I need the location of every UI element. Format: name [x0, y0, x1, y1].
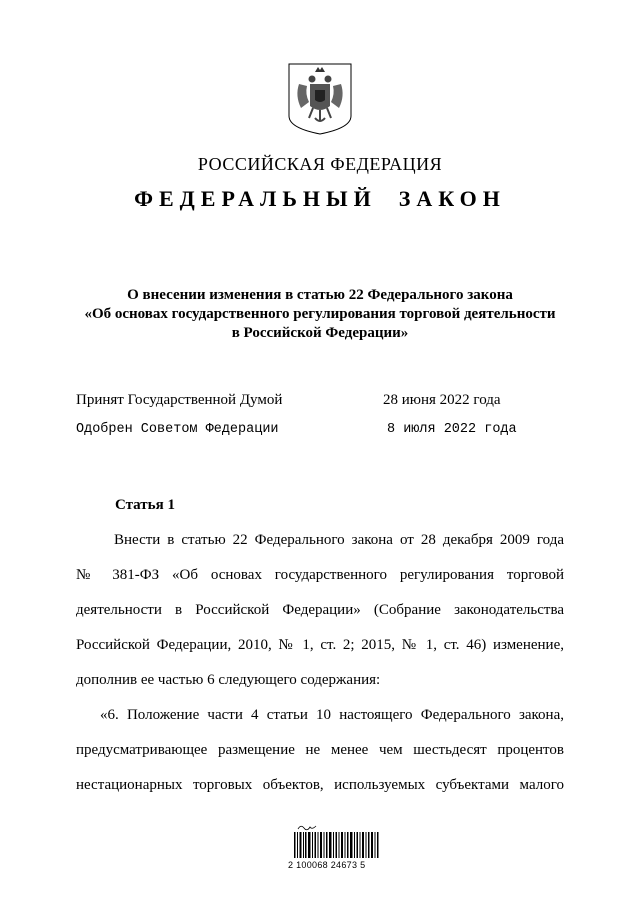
paragraph-line: деятельности в Российской Федерации» (Собрание законодательства	[76, 602, 564, 618]
paragraph-line: нестационарных торговых объектов, используемых субъектами малого	[76, 777, 564, 793]
paragraph-line: предусматривающее размещение не менее чем шестьдесят процентов	[76, 742, 564, 758]
law-title-line-2: «Об основах государственного регулирования торговой деятельности	[84, 306, 556, 322]
paragraph-line: дополнив ее частью 6 следующего содержания:	[76, 672, 381, 688]
law-title-line-3: в Российской Федерации»	[231, 325, 409, 341]
law-type-word-2: ЗАКОН	[398, 186, 506, 211]
barcode-image	[292, 822, 380, 862]
paragraph-line: Российской Федерации, 2010, № 1, ст. 2; 2015, № 1, ст. 46) изменение,	[76, 637, 564, 653]
paragraph-line: № 381-ФЗ «Об основах государственного регулирования торговой	[76, 567, 564, 583]
coat-of-arms-emblem	[287, 62, 353, 136]
country-heading: РОССИЙСКАЯ ФЕДЕРАЦИЯ	[197, 154, 443, 174]
duma-adoption-date: 28 июня 2022 года	[383, 392, 501, 408]
barcode-number: 2 100068 24673 5	[288, 860, 366, 870]
duma-adoption-label: Принят Государственной Думой	[76, 392, 283, 408]
law-title-line-1: О внесении изменения в статью 22 Федерального закона	[127, 287, 513, 303]
council-approval-label: Одобрен Советом Федерации	[76, 422, 279, 437]
article-heading: Статья 1	[115, 497, 175, 513]
paragraph-line: «6. Положение части 4 статьи 10 настоящего Федерального закона,	[100, 707, 564, 723]
law-title	[0, 286, 640, 343]
law-type-heading	[0, 186, 640, 212]
council-approval-date: 8 июля 2022 года	[387, 422, 517, 437]
law-type-word-1: ФЕДЕРАЛЬНЫЙ	[134, 186, 377, 211]
paragraph-line: Внести в статью 22 Федерального закона от 28 декабря 2009 года	[114, 532, 564, 548]
